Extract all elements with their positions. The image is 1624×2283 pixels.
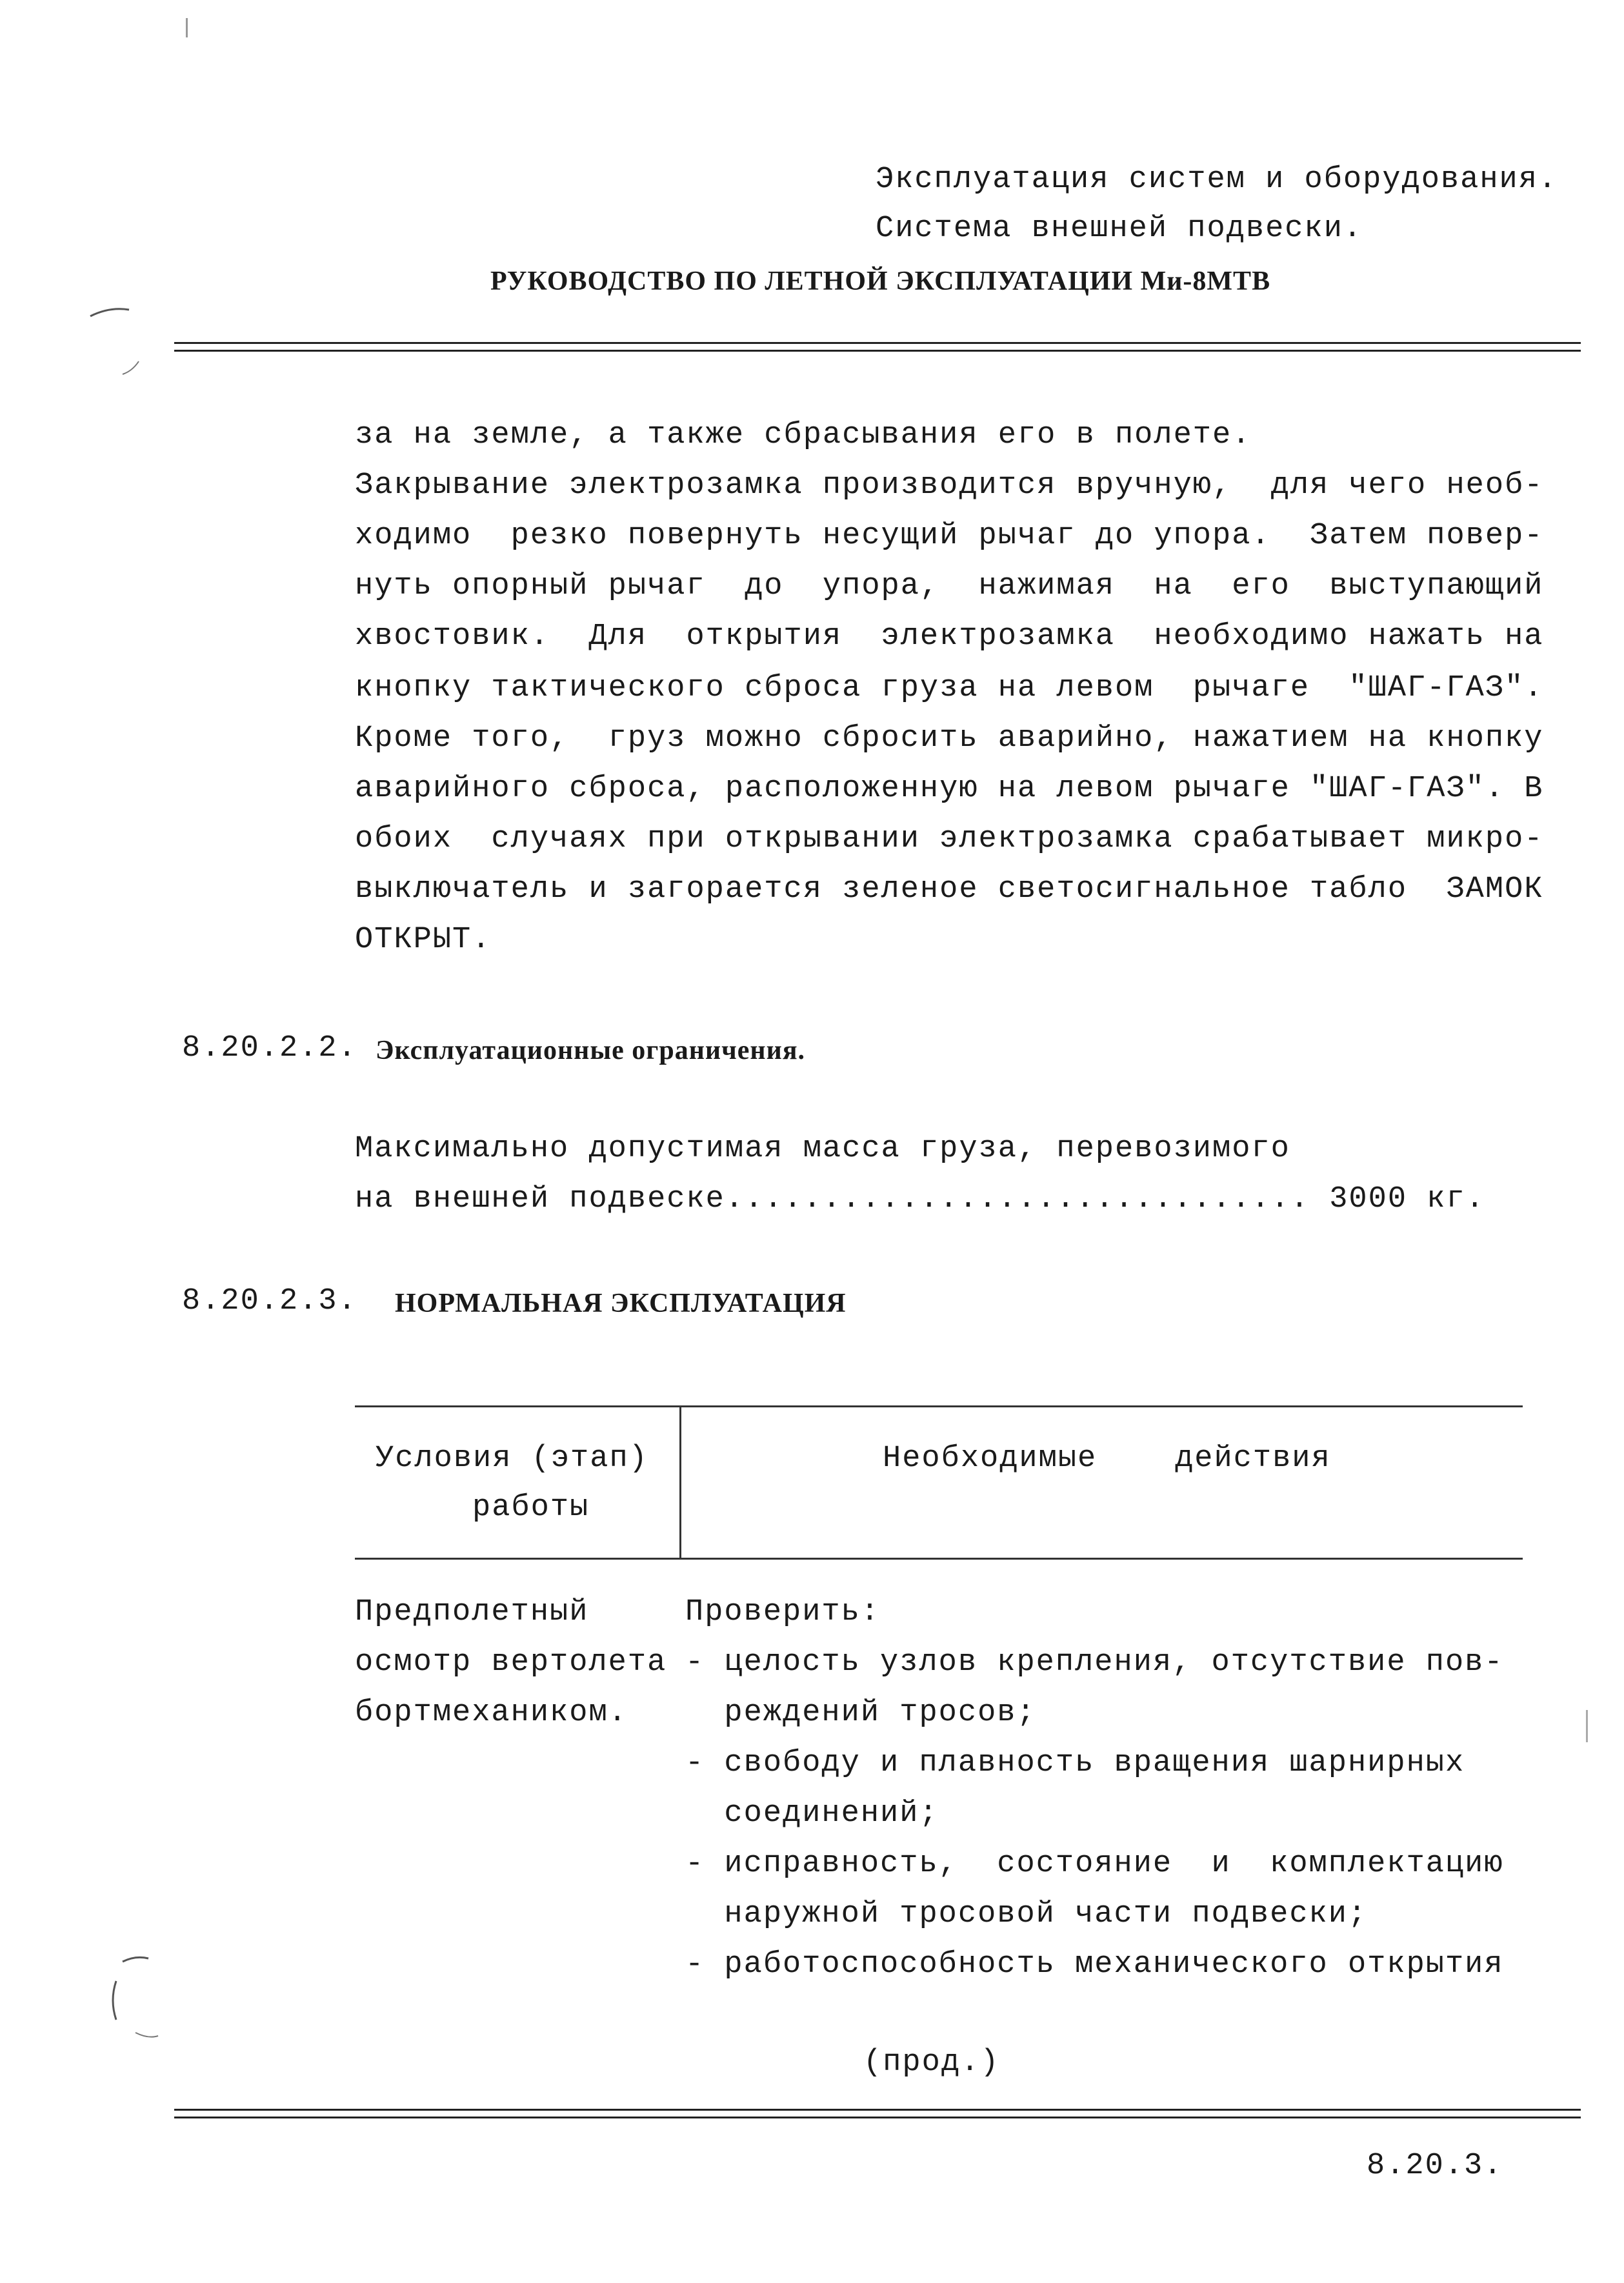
footer-rule-top [174, 2109, 1581, 2111]
action-line: - свободу и плавность вращения шарнирных [685, 1746, 1465, 1780]
header-rule-bottom [174, 350, 1581, 352]
body-line: ОТКРЫТ. [355, 923, 492, 957]
section-number-822: 8.20.2.2. [182, 1031, 357, 1065]
table-rule-top [355, 1405, 1523, 1407]
continued-label: (прод.) [863, 2046, 1000, 2080]
action-line: - работоспособность механического открытия [685, 1947, 1504, 1982]
condition-line: бортмехаником. [355, 1696, 628, 1730]
action-line: наружной тросовой части подвески; [685, 1897, 1368, 1931]
condition-line: Предполетный [355, 1595, 589, 1629]
section-number-823: 8.20.2.3. [182, 1284, 357, 1318]
table-col1-header-line2: работы [472, 1491, 590, 1525]
limit-line-2: на внешней подвеске.............................. 3000 кг. [355, 1182, 1485, 1216]
page-number: 8.20.3. [1367, 2149, 1503, 2183]
body-line: ходимо резко повернуть несущий рычаг до упора. Затем повер- [355, 519, 1544, 553]
action-line: Проверить: [685, 1595, 881, 1629]
scan-mark-right [1586, 1710, 1588, 1742]
body-line: за на земле, а также сбрасывания его в полете. [355, 418, 1252, 452]
table-rule-header-bottom [355, 1558, 1523, 1560]
action-line: - исправность, состояние и комплектацию [685, 1847, 1504, 1881]
body-line: кнопку тактического сброса груза на левом рычаге "ШАГ-ГАЗ". [355, 671, 1544, 705]
body-line: обоих случаях при открывании электрозамка срабатывает микро- [355, 822, 1544, 856]
body-line: Закрывание электрозамка производится вручную, для чего необ- [355, 468, 1544, 503]
binder-hole-mark-bottom [97, 1942, 174, 2046]
binder-hole-mark-top [84, 297, 161, 387]
scan-mark-top-left [186, 18, 188, 37]
action-line: реждений тросов; [685, 1696, 1036, 1730]
header-line-1: Эксплуатация систем и оборудования. [876, 163, 1558, 197]
condition-line: осмотр вертолета [355, 1645, 667, 1680]
action-line: соединений; [685, 1796, 939, 1831]
limit-line-1: Максимально допустимая масса груза, перевозимого [355, 1132, 1290, 1166]
header-line-2: Система внешней подвески. [876, 212, 1363, 246]
table-header-divider [679, 1405, 681, 1558]
body-line: аварийного сброса, расположенную на левом рычаге "ШАГ-ГАЗ". В [355, 772, 1544, 806]
body-line: нуть опорный рычаг до упора, нажимая на его выступающий [355, 569, 1544, 603]
document-title: РУКОВОДСТВО ПО ЛЕТНОЙ ЭКСПЛУАТАЦИИ Ми-8МТВ [490, 267, 1271, 296]
action-line: - целость узлов крепления, отсутствие пов- [685, 1645, 1504, 1680]
section-title-822: Эксплуатационные ограничения. [376, 1036, 806, 1065]
header-rule-top [174, 342, 1581, 344]
table-col1-header-line1: Условия (этап) [376, 1442, 648, 1476]
body-line: Кроме того, груз можно сбросить аварийно, нажатием на кнопку [355, 721, 1544, 756]
body-line: хвостовик. Для открытия электрозамка необходимо нажать на [355, 619, 1544, 654]
table-col2-header: Необходимые действия [883, 1442, 1331, 1476]
body-line: выключатель и загорается зеленое светосигнальное табло ЗАМОК [355, 872, 1544, 907]
section-title-823: НОРМАЛЬНАЯ ЭКСПЛУАТАЦИЯ [395, 1289, 847, 1318]
footer-rule-bottom [174, 2117, 1581, 2118]
